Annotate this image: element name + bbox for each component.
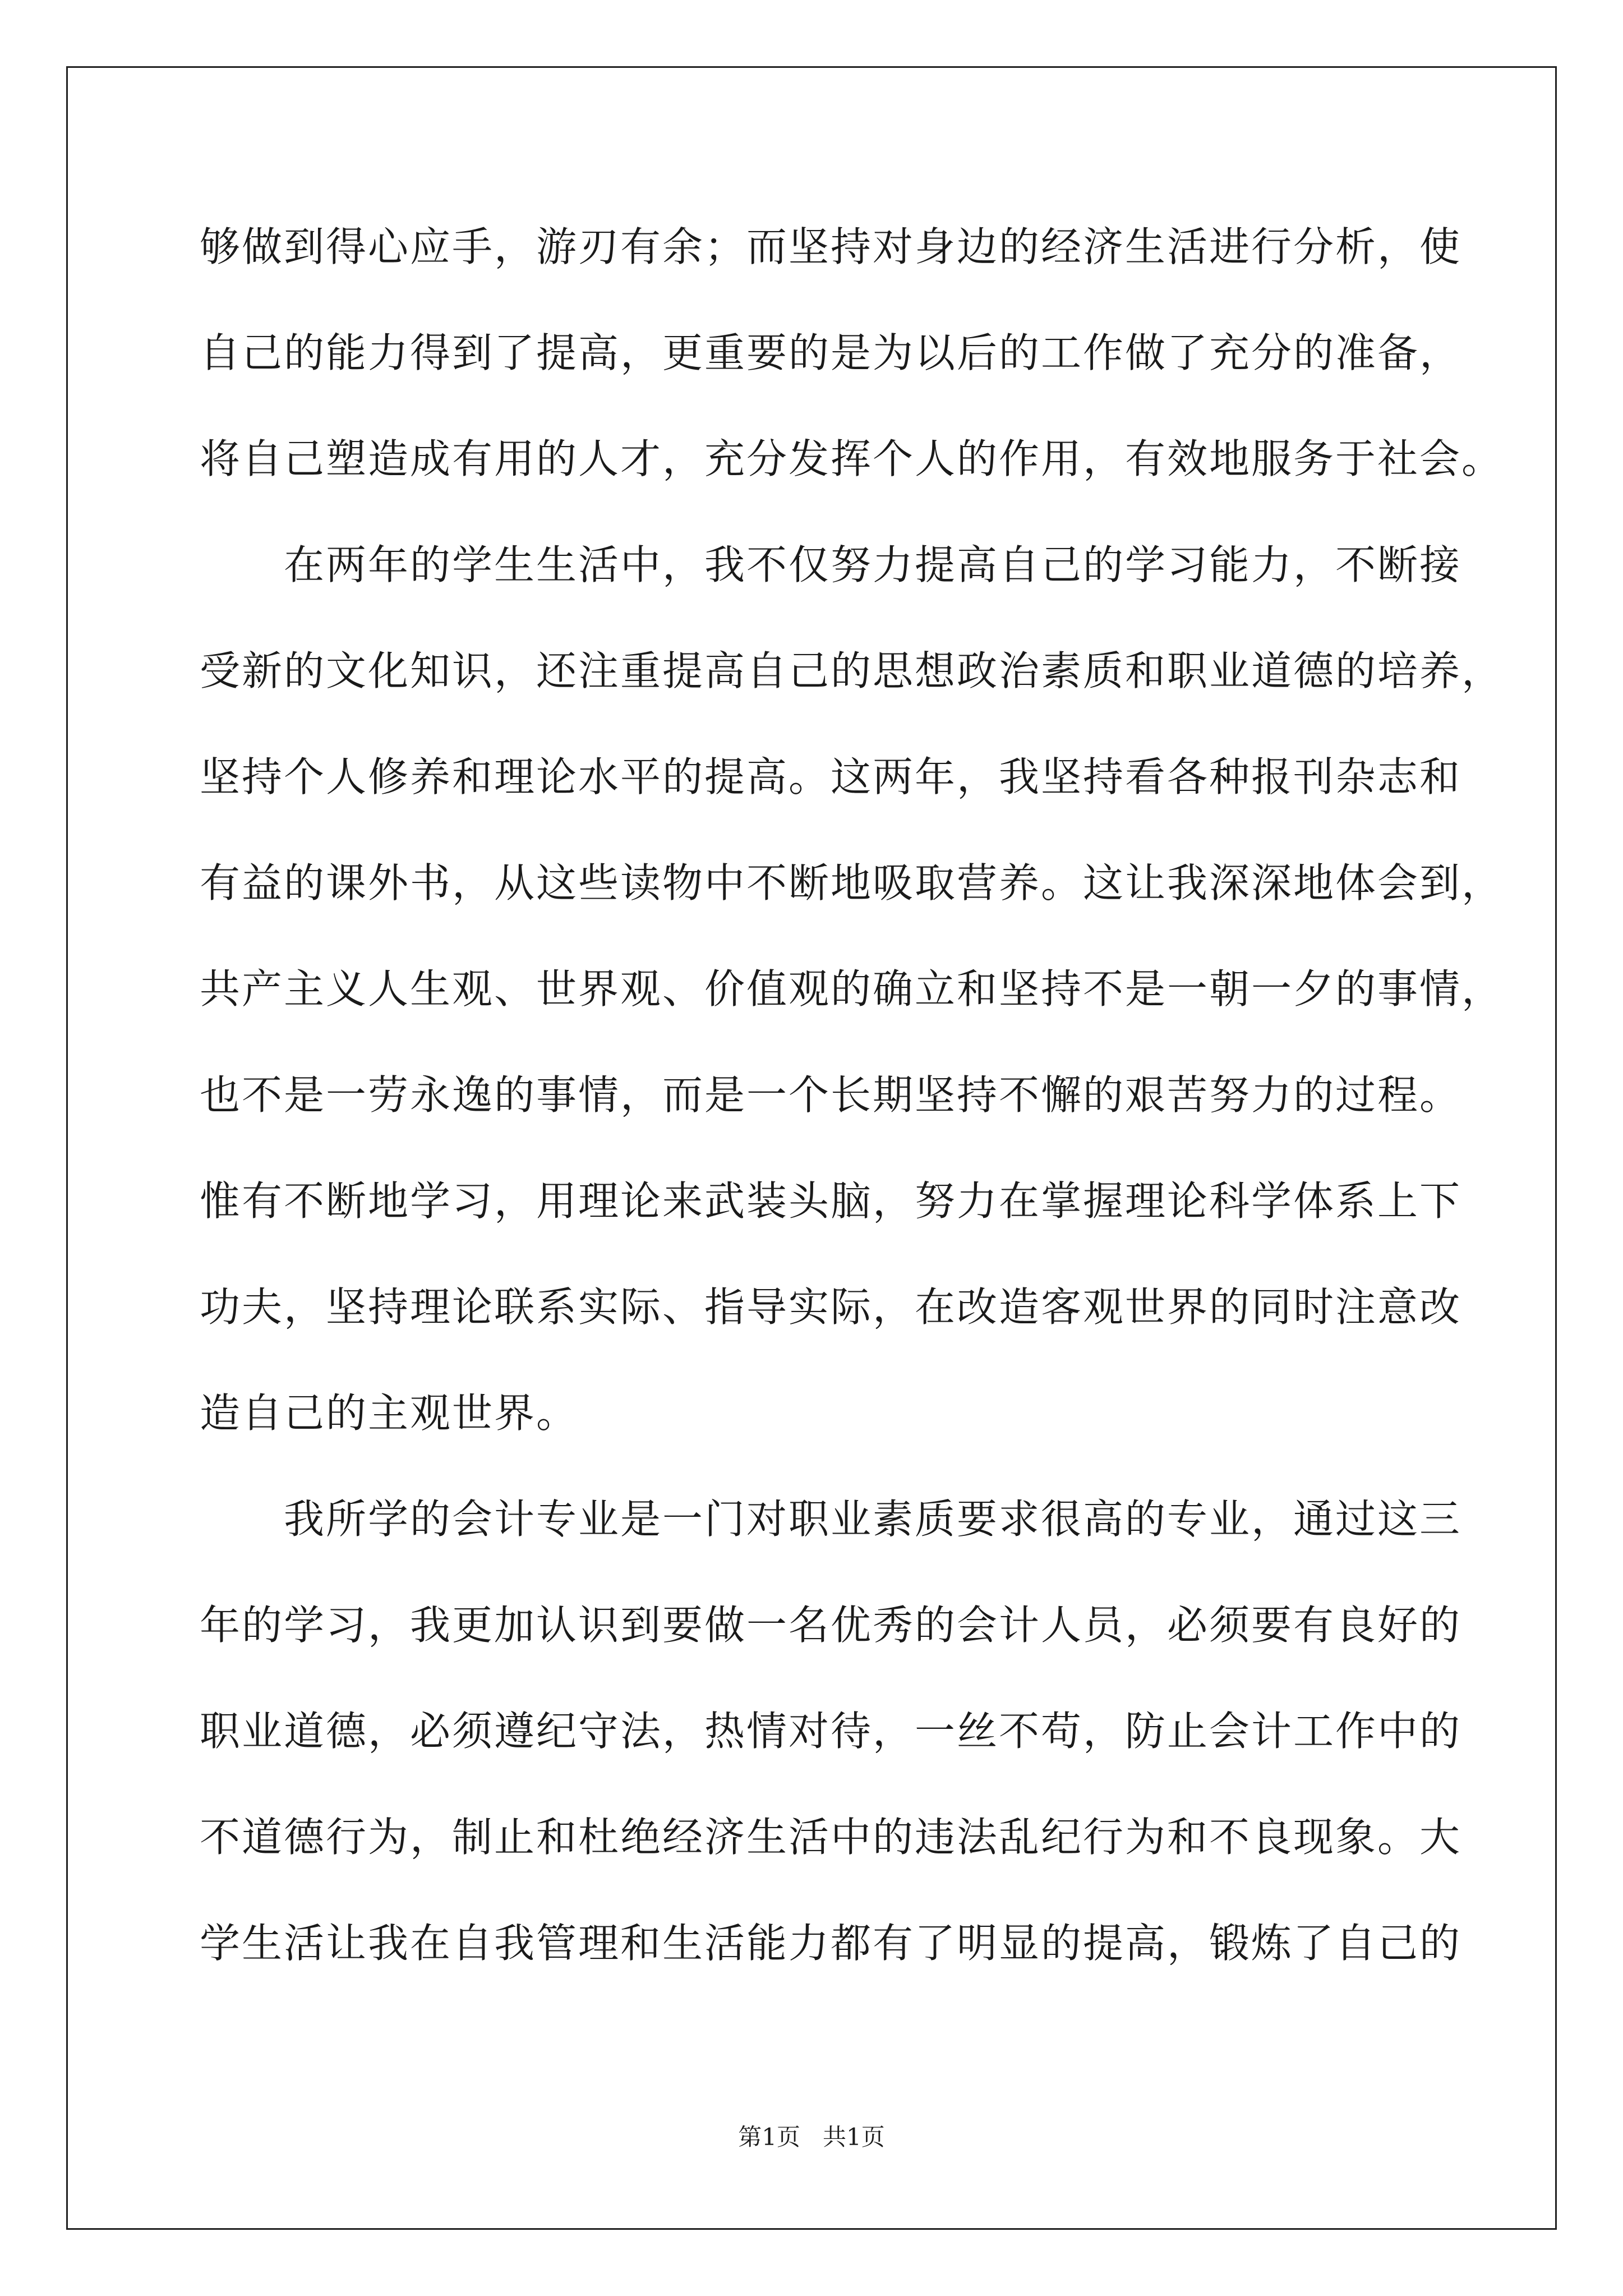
text-line: 也不是一劳永逸的事情，而是一个长期坚持不懈的艰苦努力的过程。: [200, 1071, 1462, 1119]
text-line: 造自己的主观世界。: [200, 1389, 579, 1437]
text-line: 自己的能力得到了提高，更重要的是为以后的工作做了充分的准备，: [200, 329, 1462, 376]
text-line: 职业道德，必须遵纪守法，热情对待，一丝不苟，防止会计工作中的: [200, 1708, 1462, 1755]
text-line: 惟有不断地学习，用理论来武装头脑，努力在掌握理论科学体系上下: [200, 1177, 1462, 1225]
page-number: 第1页 共1页: [738, 2123, 885, 2151]
document-body: [200, 222, 1504, 2024]
text-line: 不道德行为，制止和杜绝经济生活中的违法乱纪行为和不良现象。大: [200, 1814, 1462, 1861]
text-line: 学生活让我在自我管理和生活能力都有了明显的提高，锻炼了自己的: [200, 1920, 1462, 1967]
text-line: 功夫，坚持理论联系实际、指导实际，在改造客观世界的同时注意改: [200, 1283, 1462, 1331]
text-line: 受新的文化知识，还注重提高自己的思想政治素质和职业道德的培养，: [200, 647, 1504, 694]
text-line: 够做到得心应手，游刃有余；而坚持对身边的经济生活进行分析，使: [200, 223, 1462, 270]
text-line: 坚持个人修养和理论水平的提高。这两年，我坚持看各种报刊杂志和: [200, 753, 1462, 800]
text-line: 有益的课外书，从这些读物中不断地吸取营养。这让我深深地体会到，: [200, 859, 1504, 907]
text-line: 年的学习，我更加认识到要做一名优秀的会计人员，必须要有良好的: [200, 1602, 1462, 1649]
paragraph-start-line: 我所学的会计专业是一门对职业素质要求很高的专业，通过这三: [284, 1496, 1462, 1543]
text-line: 共产主义人生观、世界观、价值观的确立和坚持不是一朝一夕的事情，: [200, 965, 1504, 1013]
text-line: 将自己塑造成有用的人才，充分发挥个人的作用，有效地服务于社会。: [200, 435, 1504, 482]
paragraph-start-line: 在两年的学生生活中，我不仅努力提高自己的学习能力，不断接: [284, 541, 1462, 588]
